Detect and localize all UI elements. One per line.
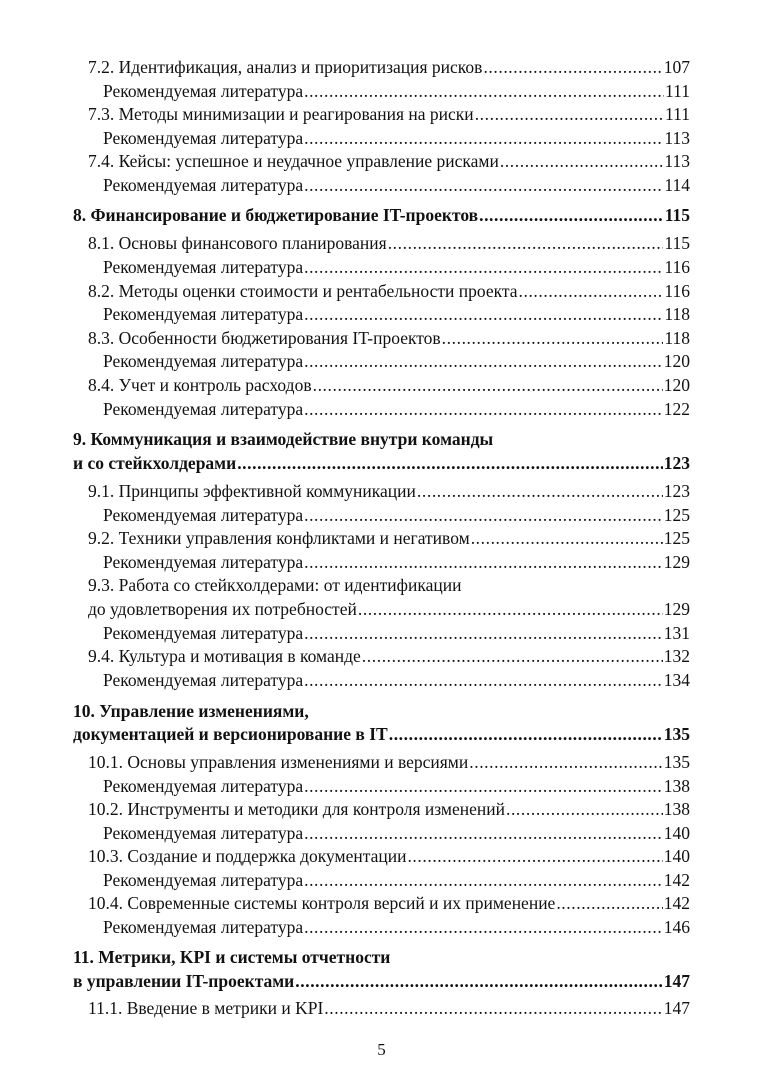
dot-leader xyxy=(304,397,663,421)
toc-entry[interactable] xyxy=(103,868,690,892)
toc-entry[interactable] xyxy=(103,668,690,692)
toc-page-number: 123 xyxy=(663,453,690,473)
dot-leader xyxy=(362,644,663,668)
toc-entry[interactable] xyxy=(103,915,690,939)
dot-leader xyxy=(304,621,663,645)
dot-leader xyxy=(304,915,663,939)
toc-entry[interactable] xyxy=(88,373,690,397)
toc-entry-title: до удовлетворения их потребностей xyxy=(88,599,357,619)
toc-page-number: 115 xyxy=(664,205,690,225)
toc-page-number: 131 xyxy=(663,623,690,643)
toc-entry[interactable] xyxy=(88,797,690,821)
toc-entry-title: Рекомендуемая литература xyxy=(103,670,304,690)
dot-leader xyxy=(500,149,664,173)
toc-entry-title: Рекомендуемая литература xyxy=(103,552,304,572)
toc-entry-title: 10.3. Создание и поддержка документации xyxy=(88,846,407,866)
toc-page-number: 142 xyxy=(663,893,690,913)
dot-leader xyxy=(471,526,663,550)
toc-entry[interactable] xyxy=(88,844,690,868)
dot-leader xyxy=(417,479,663,503)
toc-chapter-title: и со стейкхолдерами xyxy=(73,453,237,473)
toc-entry-title: 7.3. Методы минимизации и реагирования на риски xyxy=(88,104,474,124)
dot-leader xyxy=(304,302,663,326)
toc-chapter-title: в управлении IT-проектами xyxy=(73,971,295,991)
toc-entry[interactable] xyxy=(103,302,690,326)
toc-page-number: 125 xyxy=(663,505,690,525)
page-number-footer: 5 xyxy=(377,1040,386,1059)
toc-page-number: 116 xyxy=(664,281,690,301)
dot-leader xyxy=(506,797,663,821)
toc-page-number: 116 xyxy=(664,257,690,277)
dot-leader xyxy=(556,891,662,915)
toc-entry-title: 11.1. Введение в метрики и KPI xyxy=(88,998,324,1018)
toc-entry-title: 10.4. Современные системы контроля версий и их применение xyxy=(88,893,556,913)
toc-entry-title: Рекомендуемая литература xyxy=(103,823,304,843)
dot-leader xyxy=(483,55,662,79)
toc-page-number: 129 xyxy=(663,599,690,619)
toc-page-number: 122 xyxy=(663,399,690,419)
toc-page-number: 132 xyxy=(663,646,690,666)
dot-leader xyxy=(407,844,662,868)
toc-entry-title: 8.1. Основы финансового планирования xyxy=(88,233,387,253)
toc-entry-title: Рекомендуемая литература xyxy=(103,870,304,890)
toc-page-number: 115 xyxy=(664,233,690,253)
toc-page-number: 118 xyxy=(664,304,690,324)
dot-leader xyxy=(304,349,663,373)
toc-entry-title: Рекомендуемая литература xyxy=(103,81,304,101)
toc-entry[interactable] xyxy=(88,996,690,1020)
toc-page-number: 125 xyxy=(663,528,690,548)
toc-chapter-title-line1: 11. Метрики, KPI и системы отчетности xyxy=(73,947,391,967)
toc-page-number: 129 xyxy=(663,552,690,572)
dot-leader xyxy=(295,969,662,993)
toc-entry-title: 9.4. Культура и мотивация в команде xyxy=(88,646,361,666)
dot-leader xyxy=(304,79,664,103)
toc-entry-title: Рекомендуемая литература xyxy=(103,351,304,371)
toc-entry[interactable] xyxy=(88,597,690,621)
toc-entry-title-line1: 9.3. Работа со стейкхолдерами: от идентификации xyxy=(88,575,462,595)
toc-entry[interactable] xyxy=(88,55,690,79)
toc-page-number: 142 xyxy=(663,870,690,890)
toc-entry[interactable] xyxy=(103,255,690,279)
toc-entry-title: Рекомендуемая литература xyxy=(103,776,304,796)
toc-entry-title: Рекомендуемая литература xyxy=(103,128,304,148)
dot-leader xyxy=(479,203,664,227)
toc-page-number: 140 xyxy=(663,846,690,866)
toc-entry[interactable] xyxy=(88,231,690,255)
dot-leader xyxy=(304,255,663,279)
dot-leader xyxy=(358,597,663,621)
toc-page-number: 114 xyxy=(664,175,690,195)
toc-page-number: 118 xyxy=(664,328,690,348)
toc-entry[interactable] xyxy=(103,349,690,373)
dot-leader xyxy=(304,774,663,798)
toc-entry[interactable] xyxy=(88,326,690,350)
toc-entry-title: 8.4. Учет и контроль расходов xyxy=(88,375,312,395)
toc-page-number: 147 xyxy=(663,998,690,1018)
toc-entry[interactable] xyxy=(103,79,690,103)
toc-entry[interactable] xyxy=(88,479,690,503)
toc-entry-title: 10.1. Основы управления изменениями и версиями xyxy=(88,752,469,772)
toc-entry-title: 8.2. Методы оценки стоимости и рентабельности проекта xyxy=(88,281,518,301)
toc-entry-title: Рекомендуемая литература xyxy=(103,175,304,195)
toc-entry[interactable] xyxy=(88,149,690,173)
toc-entry-title: 10.2. Инструменты и методики для контроля изменений xyxy=(88,799,505,819)
dot-leader xyxy=(304,821,663,845)
toc-page-number: 135 xyxy=(663,724,690,744)
toc-entry-title: Рекомендуемая литература xyxy=(103,257,304,277)
toc-page-number: 123 xyxy=(663,481,690,501)
toc-chapter-title-line1: 9. Коммуникация и взаимодействие внутри команды xyxy=(73,429,494,449)
toc-page-number: 113 xyxy=(664,151,690,171)
toc-chapter[interactable] xyxy=(73,451,690,475)
toc-chapter[interactable] xyxy=(73,722,690,746)
toc-page-number: 113 xyxy=(664,128,690,148)
toc-entry[interactable] xyxy=(103,126,690,150)
toc-page-number: 140 xyxy=(663,823,690,843)
dot-leader xyxy=(389,722,663,746)
toc-entry-title: Рекомендуемая литература xyxy=(103,304,304,324)
dot-leader xyxy=(304,503,663,527)
toc-page-number: 138 xyxy=(663,799,690,819)
toc-entry[interactable] xyxy=(88,891,690,915)
toc-entry-title: 7.4. Кейсы: успешное и неудачное управление рисками xyxy=(88,151,499,171)
toc-page-number: 107 xyxy=(663,57,690,77)
dot-leader xyxy=(313,373,663,397)
toc-entry[interactable] xyxy=(103,503,690,527)
toc-entry-title: Рекомендуемая литература xyxy=(103,917,304,937)
toc-chapter-title: 8. Финансирование и бюджетирование IT-проектов xyxy=(73,205,479,225)
toc-entry[interactable] xyxy=(88,644,690,668)
toc-page-number: 111 xyxy=(665,81,690,101)
dot-leader xyxy=(304,550,663,574)
dot-leader xyxy=(388,231,664,255)
toc-page-number: 147 xyxy=(663,971,690,991)
toc-page-number: 111 xyxy=(665,104,690,124)
toc-page-number: 138 xyxy=(663,776,690,796)
toc-entry-title: Рекомендуемая литература xyxy=(103,399,304,419)
toc-page-number: 120 xyxy=(663,375,690,395)
toc-entry[interactable] xyxy=(88,279,690,303)
dot-leader xyxy=(304,126,663,150)
toc-entry[interactable] xyxy=(103,173,690,197)
dot-leader xyxy=(442,326,664,350)
toc-page-number: 120 xyxy=(663,351,690,371)
toc-entry-title: 8.3. Особенности бюджетирования IT-проектов xyxy=(88,328,441,348)
toc-page-number: 135 xyxy=(663,752,690,772)
toc-entry[interactable] xyxy=(88,750,690,774)
toc-page-number: 146 xyxy=(663,917,690,937)
toc-entry[interactable] xyxy=(103,397,690,421)
toc-entry-title: 9.1. Принципы эффективной коммуникации xyxy=(88,481,416,501)
dot-leader xyxy=(475,102,664,126)
dot-leader xyxy=(469,750,663,774)
toc-entry[interactable] xyxy=(103,621,690,645)
dot-leader xyxy=(324,996,662,1020)
toc-page-number: 134 xyxy=(663,670,690,690)
dot-leader xyxy=(304,668,663,692)
toc-entry[interactable] xyxy=(103,821,690,845)
toc-entry[interactable] xyxy=(103,550,690,574)
toc-entry-title: 7.2. Идентификация, анализ и приоритизация рисков xyxy=(88,57,483,77)
toc-entry-title: Рекомендуемая литература xyxy=(103,623,304,643)
toc-entry[interactable] xyxy=(88,526,690,550)
toc-entry[interactable] xyxy=(88,102,690,126)
toc-chapter[interactable] xyxy=(73,969,690,993)
toc-entry[interactable] xyxy=(103,774,690,798)
toc-chapter-title: документацией и версионирование в IT xyxy=(73,724,388,744)
toc-chapter-title-line1: 10. Управление изменениями, xyxy=(73,701,309,721)
toc-chapter[interactable] xyxy=(73,203,690,227)
dot-leader xyxy=(304,868,663,892)
toc-entry-title: Рекомендуемая литература xyxy=(103,505,304,525)
toc-entry-title: 9.2. Техники управления конфликтами и негативом xyxy=(88,528,470,548)
dot-leader xyxy=(519,279,664,303)
dot-leader xyxy=(237,451,663,475)
dot-leader xyxy=(304,173,663,197)
